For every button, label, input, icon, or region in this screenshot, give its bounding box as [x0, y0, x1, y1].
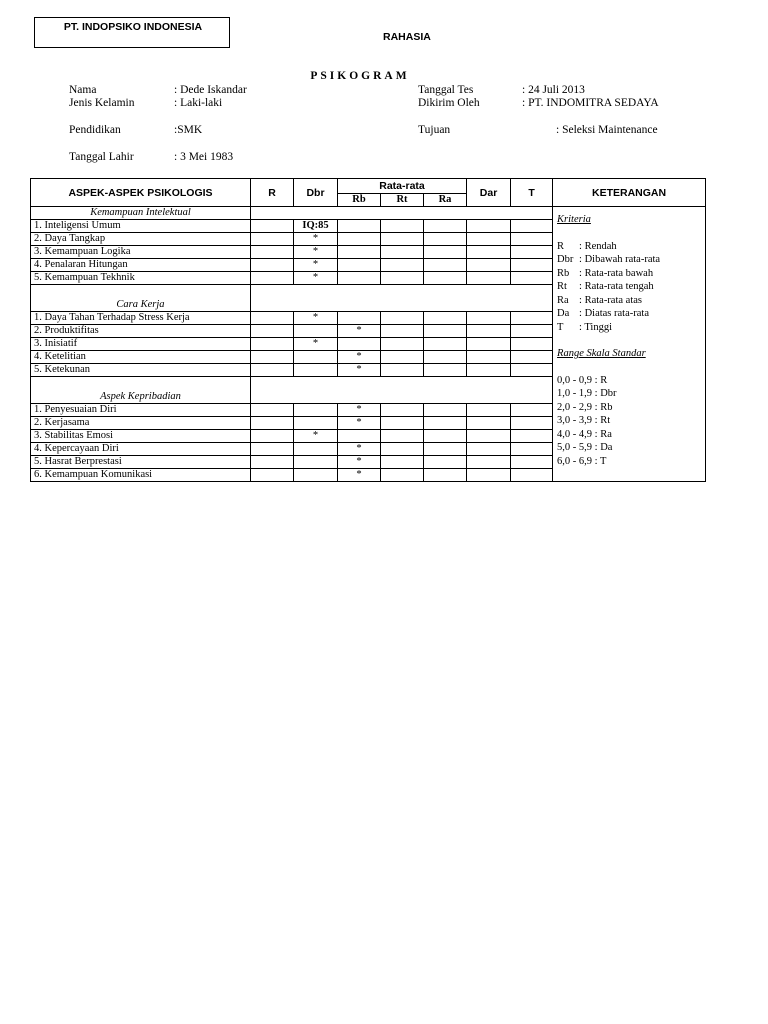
section-title: Aspek Kepribadian — [31, 377, 251, 404]
dbr-mark: * — [294, 312, 338, 325]
range-item: 4,0 - 4,9 : Ra — [557, 428, 612, 440]
purpose-label: Tujuan — [418, 124, 451, 136]
range-item: 2,0 - 2,9 : Rb — [557, 401, 613, 413]
criteria-item: R : Rendah — [557, 240, 617, 252]
company-name: PT. INDOPSIKO INDONESIA — [63, 21, 203, 33]
aspect-label: 2. Kerjasama — [31, 417, 251, 430]
aspect-label: 3. Kemampuan Logika — [31, 246, 251, 259]
criteria-item: Rb : Rata-rata bawah — [557, 267, 654, 279]
birthdate-value: : 3 Mei 1983 — [174, 151, 234, 163]
rb-mark — [338, 338, 381, 351]
range-item: 3,0 - 3,9 : Rt — [557, 415, 611, 426]
aspect-label: 3. Inisiatif — [31, 338, 251, 351]
rb-mark — [338, 220, 381, 233]
aspect-label: 4. Penalaran Hitungan — [31, 259, 251, 272]
rb-mark — [338, 312, 381, 325]
company-box — [34, 17, 230, 48]
aspect-label: 2. Produktifitas — [31, 325, 251, 338]
header-t: T — [511, 179, 553, 207]
notes-cell — [553, 207, 706, 482]
header-notes: KETERANGAN — [553, 179, 706, 207]
name-value: : Dede Iskandar — [174, 84, 247, 96]
name-label: Nama — [69, 84, 97, 96]
header-dar: Dar — [467, 179, 511, 207]
dbr-mark — [294, 364, 338, 377]
criteria-item: Dbr : Dibawah rata-rata — [557, 254, 661, 265]
criteria-item: Rt : Rata-rata tengah — [557, 281, 654, 292]
dbr-mark: * — [294, 259, 338, 272]
header-r: R — [251, 179, 294, 207]
test-date-value: : 24 Juli 2013 — [522, 84, 585, 96]
rb-mark: * — [338, 443, 381, 456]
aspect-label: 4. Kepercayaan Diri — [31, 443, 251, 456]
rb-mark — [338, 430, 381, 443]
header-rt: Rt — [381, 194, 424, 207]
aspect-label: 1. Penyesuaian Diri — [31, 404, 251, 417]
aspect-label: 4. Ketelitian — [31, 351, 251, 364]
range-item: 1,0 - 1,9 : Dbr — [557, 388, 617, 399]
rb-mark — [338, 233, 381, 246]
dbr-mark: * — [294, 338, 338, 351]
test-date-label: Tanggal Tes — [418, 84, 474, 96]
dbr-mark — [294, 417, 338, 430]
dbr-mark — [294, 469, 338, 482]
range-heading: Range Skala Standar — [557, 348, 646, 359]
range-item: 6,0 - 6,9 : T — [557, 455, 607, 467]
sent-by-value: : PT. INDOMITRA SEDAYA — [522, 97, 659, 109]
dbr-mark — [294, 351, 338, 364]
aspect-label: 5. Hasrat Berprestasi — [31, 456, 251, 469]
criteria-heading: Kriteria — [557, 214, 591, 225]
rb-mark: * — [338, 456, 381, 469]
purpose-value: : Seleksi Maintenance — [556, 124, 658, 136]
gender-label: Jenis Kelamin — [69, 97, 135, 109]
document-title: PSIKOGRAM — [310, 70, 410, 82]
header-aspect: ASPEK-ASPEK PSIKOLOGIS — [31, 179, 251, 207]
rb-mark: * — [338, 417, 381, 430]
aspect-label: 1. Daya Tahan Terhadap Stress Kerja — [31, 312, 251, 325]
confidential-label: RAHASIA — [383, 31, 431, 43]
rb-mark: * — [338, 404, 381, 417]
aspect-label: 2. Daya Tangkap — [31, 233, 251, 246]
rb-mark: * — [338, 469, 381, 482]
section-title: Kemampuan Intelektual — [31, 207, 251, 220]
header-ra: Ra — [424, 194, 467, 207]
criteria-item: Ra : Rata-rata atas — [557, 294, 642, 306]
dbr-mark: * — [294, 272, 338, 285]
header-dbr: Dbr — [294, 179, 338, 207]
rb-mark: * — [338, 364, 381, 377]
dbr-mark — [294, 443, 338, 456]
education-value: :SMK — [174, 124, 203, 136]
header-average: Rata-rata — [338, 179, 467, 194]
dbr-mark: * — [294, 233, 338, 246]
aspect-label: 6. Kemampuan Komunikasi — [31, 469, 251, 482]
rb-mark: * — [338, 351, 381, 364]
dbr-mark: * — [294, 430, 338, 443]
birthdate-label: Tanggal Lahir — [69, 151, 134, 163]
header-rb: Rb — [338, 194, 381, 207]
dbr-mark — [294, 325, 338, 338]
aspect-label: 5. Ketekunan — [31, 364, 251, 377]
aspect-label: 3. Stabilitas Emosi — [31, 430, 251, 443]
dbr-mark — [294, 404, 338, 417]
section-row — [31, 207, 706, 220]
criteria-item: Da : Diatas rata-rata — [557, 308, 649, 319]
section-title: Cara Kerja — [31, 285, 251, 312]
range-item: 5,0 - 5,9 : Da — [557, 442, 613, 453]
dbr-mark: IQ:85 — [294, 220, 338, 233]
dbr-mark: * — [294, 246, 338, 259]
gender-value: : Laki-laki — [174, 97, 223, 109]
aspect-label: 5. Kemampuan Tekhnik — [31, 272, 251, 285]
psychogram-table — [30, 178, 706, 482]
aspect-label: 1. Inteligensi Umum — [31, 220, 251, 233]
rb-mark: * — [338, 325, 381, 338]
dbr-mark — [294, 456, 338, 469]
rb-mark — [338, 272, 381, 285]
criteria-item: T : Tinggi — [557, 321, 613, 333]
education-label: Pendidikan — [69, 124, 121, 136]
sent-by-label: Dikirim Oleh — [418, 97, 480, 109]
rb-mark — [338, 246, 381, 259]
range-item: 0,0 - 0,9 : R — [557, 374, 608, 386]
rb-mark — [338, 259, 381, 272]
